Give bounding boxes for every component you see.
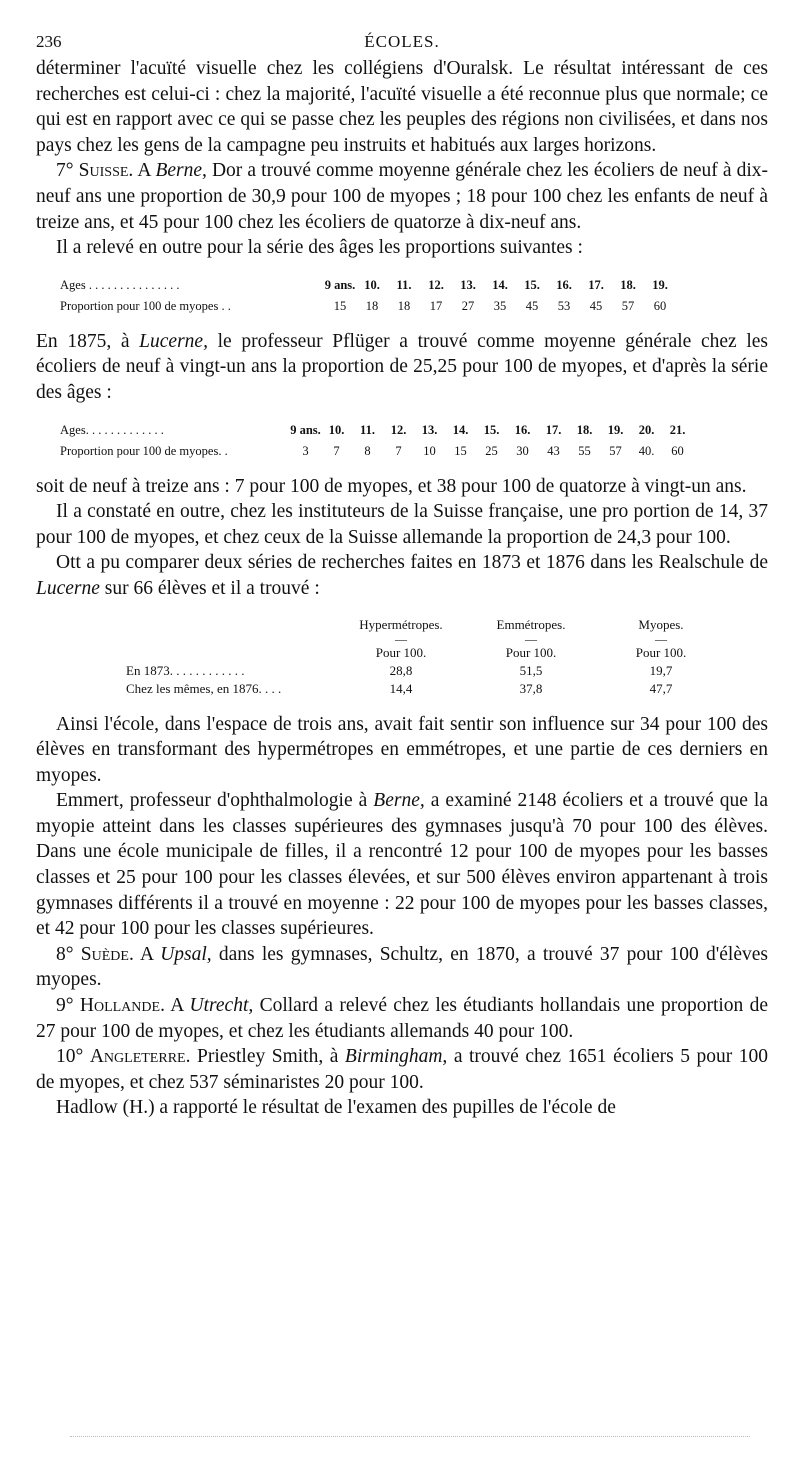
page-number: 236 <box>36 32 62 51</box>
paragraph-suede: 8° Suède. A Upsal, dans les gymnases, Schultz, en 1870, a trouvé 37 pour 100 d'élèves myopes. <box>36 943 768 991</box>
page <box>36 30 768 1121</box>
table-subheader-row: Pour 100. Pour 100. Pour 100. <box>375 644 687 660</box>
table-dash-row: — — — <box>395 631 667 646</box>
paragraph-hollande: 9° Hollande. A Utrecht, Collard a relevé chez les étudiants hollandais une proportion de 27 pour 100 de myopes, et chez les étudiants allemands 40 pour 100. <box>36 995 769 1042</box>
page-header <box>36 30 768 56</box>
table-row: En 1873. . . . . . . . . . . . 28,8 51,5 19,7 <box>126 662 673 678</box>
paragraph: soit de neuf à treize ans : 7 pour 100 de myopes, et 38 pour 100 de quatorze à vingt-un ans. <box>36 475 747 497</box>
paragraph: Il a relevé en outre pour la série des âges les proportions suivantes : <box>56 237 583 259</box>
paragraph-suisse: 7° Suisse. A Berne, Dor a trouvé comme moyenne générale chez les écoliers de neuf à dix-neuf ans une proportion de 30,9 pour 100 de myopes ; 18 pour 100 chez les enfants de neuf à treize ans, et 45 pour 100 chez les écoliers de quatorze à dix-neuf ans. <box>36 160 769 233</box>
refraction-table <box>36 616 768 698</box>
paragraph-lucerne: En 1875, à Lucerne, le professeur Pflüger a trouvé comme moyenne générale chez les écoliers de neuf à vingt-un ans la proportion de 25,25 pour 100 de myopes, et d'après la série des âges : <box>36 330 768 403</box>
ages-table-lucerne <box>60 420 768 462</box>
paragraph-angleterre: 10° Angleterre. Priestley Smith, à Birmingham, a trouvé chez 1651 écoliers 5 pour 100 de myopes, et chez 537 séminaristes 20 pour 100. <box>36 1046 769 1093</box>
footer-rule <box>70 1436 750 1437</box>
paragraph: Ainsi l'école, dans l'espace de trois ans, avait fait sentir son influence sur 34 pour 100 des élèves en transformant des hypermétropes en emmétropes, et une partie de ces derniers en myopes. <box>36 713 768 786</box>
table-row: Chez les mêmes, en 1876. . . . 14,4 37,8 47,7 <box>126 680 673 696</box>
table-row: Proportion pour 100 de myopes . . 15 18 18 17 27 35 45 53 45 57 60 <box>60 298 667 313</box>
running-title: ÉCOLES. <box>364 32 440 51</box>
paragraph: Il a constaté en outre, chez les instituteurs de la Suisse française, une pro portion de 14, 37 pour 100 de myopes, et chez ceux de la Suisse allemande la proportion de 24,3 pour 100. <box>36 501 768 548</box>
table-row: Ages. . . . . . . . . . . . . 9 ans. 10. 11. 12. 13. 14. 15. 16. 17. 18. 19. 20. 21. <box>60 422 686 437</box>
paragraph: déterminer l'acuïté visuelle chez les collégiens d'Ouralsk. Le résultat intéressant de ces recherches est celui-ci : chez la majorité, l'acuïté visuelle a été reconnue plus que normale; ce qui est en rapport avec ce qui se passe chez les peuples des régions non civilisées, et dans nos pays chez les gens de la campagne peu instruits et habitués aux larges horizons. <box>36 58 768 156</box>
paragraph-emmert: Emmert, professeur d'ophthalmologie à Berne, a examiné 2148 écoliers et a trouvé que la myopie atteint dans les classes supérieures des gymnases jusqu'à 70 pour 100 des élèves. Dans une école municipale de filles, il a rencontré 12 pour 100 de myopes pour les basses classes et 25 pour 100 pour les classes élevées, et sur 500 élèves environ appartenant à trois gymnases différents il a trouvé en moyenne : 22 pour 100 de myopes pour les basses classes, et 42 pour 100 pour les classes supérieures. <box>36 790 768 940</box>
paragraph-ott: Ott a pu comparer deux séries de recherches faites en 1873 et 1876 dans les Realschule de Lucerne sur 66 élèves et il a trouvé : <box>36 552 768 599</box>
paragraph: Hadlow (H.) a rapporté le résultat de l'examen des pupilles de l'école de <box>56 1097 616 1119</box>
ages-table-berne <box>60 275 768 317</box>
table-row: Ages . . . . . . . . . . . . . . . 9 ans. 10. 11. 12. 13. 14. 15. 16. 17. 18. 19. <box>60 277 668 292</box>
table-row: Proportion pour 100 de myopes. . 3 7 8 7 10 15 25 30 43 55 57 40. 60 <box>60 443 684 458</box>
table-header-row: Hypermétropes. Emmétropes. Myopes. <box>359 616 684 632</box>
